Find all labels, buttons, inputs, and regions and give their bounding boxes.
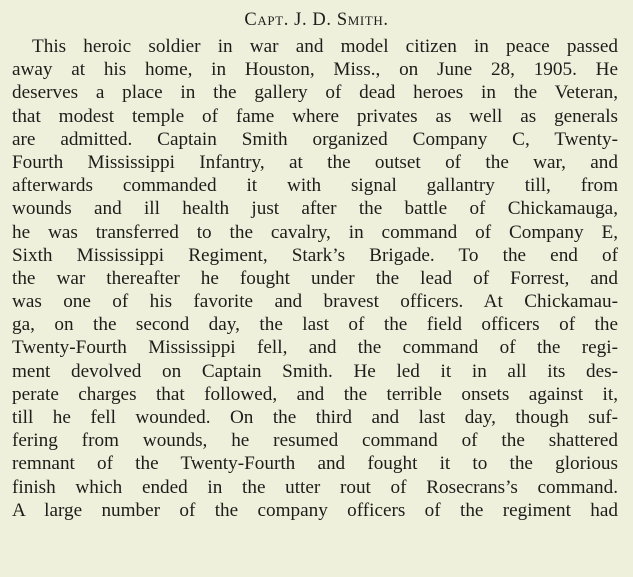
article-heading: Capt. J. D. Smith. (244, 10, 389, 30)
body-line: wounds and ill health just after the battle of Chickamauga, (12, 198, 618, 220)
body-line: finish which ended in the utter rout of Rosecrans’s command. (12, 476, 618, 498)
body-line: remnant of the Twenty-Fourth and fought it to the glorious (12, 453, 618, 475)
body-line: Sixth Mississippi Regiment, Stark’s Brigade. To the end of (12, 244, 618, 266)
body-line: was one of his favorite and bravest officers. At Chickamau- (12, 291, 618, 313)
body-line: This heroic soldier in war and model citizen in peace passed (32, 36, 618, 57)
body-line: that modest temple of fame where privates as well as generals (12, 105, 618, 127)
body-line: A large number of the company officers of the regiment had (12, 499, 618, 521)
body-line: till he fell wounded. On the third and last day, though suf- (12, 407, 618, 428)
body-line: ment devolved on Captain Smith. He led it in all its des- (12, 360, 618, 382)
body-line: Fourth Mississippi Infantry, at the outset of the war, and (12, 151, 618, 173)
body-line: deserves a place in the gallery of dead heroes in the Veteran, (12, 82, 618, 104)
body-line: are admitted. Captain Smith organized Company C, Twenty- (12, 128, 618, 150)
body-line: afterwards commanded it with signal gallantry till, from (12, 175, 618, 197)
body-line: Twenty-Fourth Mississippi fell, and the command of the regi- (12, 337, 618, 359)
body-line: he was transferred to the cavalry, in command of Company E, (12, 221, 618, 243)
body-line: fering from wounds, he resumed command of the shattered (12, 430, 618, 452)
body-line: ga, on the second day, the last of the field officers of the (12, 314, 618, 336)
body-line: away at his home, in Houston, Miss., on June 28, 1905. He (12, 59, 618, 81)
body-line: perate charges that followed, and the terrible onsets against it, (12, 383, 618, 405)
body-line: the war thereafter he fought under the lead of Forrest, and (12, 267, 618, 289)
article-body (12, 35, 618, 522)
